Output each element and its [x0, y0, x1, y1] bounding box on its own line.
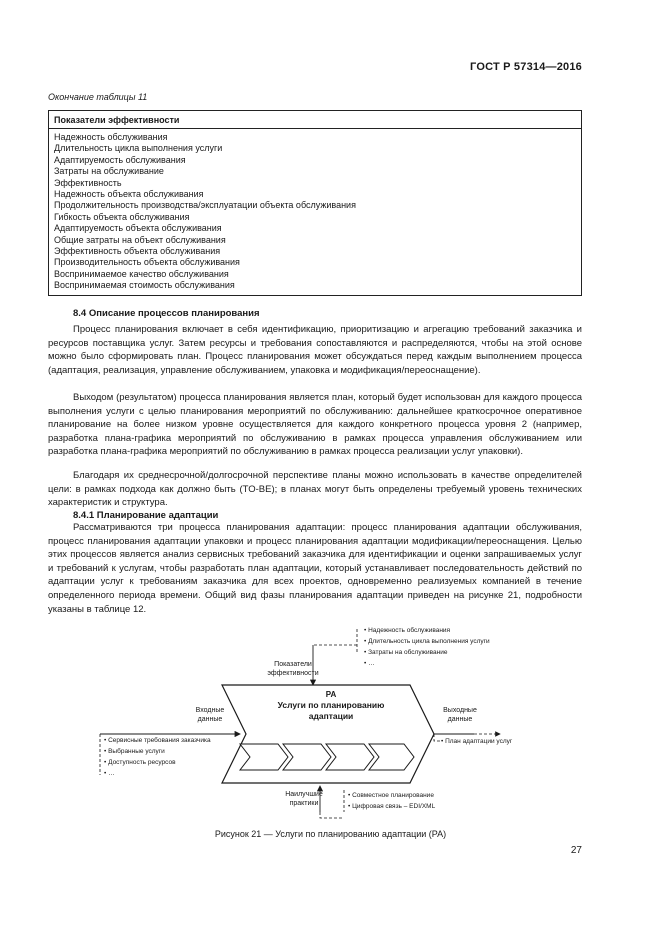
top-bullet-1: • Надежность обслуживания [364, 627, 451, 634]
process-code: PA [325, 690, 337, 699]
practices-label-line2: практики [289, 800, 319, 807]
outputs-label-line1: Выходные [443, 707, 477, 714]
practices-connector [320, 812, 344, 818]
practices-label-line1: Наилучшие [285, 791, 323, 798]
outputs-label-line2: данные [447, 716, 473, 723]
section-8-4-paragraph-1: Процесс планирования включает в себя идентификацию, приоритизацию и агрегацию требований заказчика и ресурсов поставщика услуг. Затем ресурсы и требования сопоставляются и распределяются, чтобы на этой основе можно было сформировать план. Процесс планирования может обсуждаться перед каждым выполнением процесса (адаптация, реализация, управление обслуживанием, упаковка и модификация/переоснащение). [48, 324, 582, 376]
section-8-4-paragraph-2: Выходом (результатом) процесса планирования является план, который будет использован для каждого процесса выполнения услуги с целью планирования мероприятий по обслуживанию: дальнейшее краткосрочное оперативное планирование на более низком уровне осуществляется для каждого конкретного процесса уровня 2 (например, разработка плана-графика мероприятий по обслуживанию в рамках процесса управления обслуживанием или разработка плана-графика мероприятий по обслуживанию в рамках процесса реализации услуг упаковки). [48, 392, 582, 458]
table-row: Надежность обслуживания [54, 132, 168, 142]
table-row: Воспринимаемая стоимость обслуживания [54, 280, 235, 291]
output-bullet-1: • План адаптации услуг [441, 738, 513, 745]
table-row: Надежность объекта обслуживания [54, 189, 204, 200]
inputs-list [104, 736, 211, 777]
table-header: Показатели эффективности [49, 111, 581, 129]
input-bullet-3: • Доступность ресурсов [104, 759, 176, 766]
document-header: ГОСТ Р 57314—2016 [470, 61, 582, 73]
practice-bullet-1: • Совместное планирование [348, 792, 434, 799]
table-row: Длительность цикла выполнения услуги [54, 143, 223, 154]
process-title-line2: адаптации [308, 711, 354, 721]
section-8-4-title: 8.4 Описание процессов планирования [73, 308, 260, 319]
outputs-bracket-line [434, 734, 440, 741]
table-row: Затраты на обслуживание [54, 166, 164, 177]
controls-label-line2: эффективности [267, 670, 319, 677]
table-row: Адаптируемость обслуживания [54, 154, 186, 165]
inputs-label-line1: Входные [195, 707, 225, 714]
table-row: Адаптируемость объекта обслуживания [54, 223, 222, 234]
figure-caption: Рисунок 21 — Услуги по планированию адаптации (PA) [214, 829, 447, 839]
inputs-label-line2: данные [197, 716, 223, 723]
process-title-line1: Услуги по планированию [277, 700, 385, 710]
section-8-4-1-paragraph: Рассматриваются три процесса планирования адаптации: процесс планирования адаптации обслуживания, процесс планирования адаптации упаковки и процесс планирования адаптации модификации/переоснащения. Целью этих процессов является анализ сервисных требований заказчика для идентификации и оценки запрашиваемых услуг и требований к услугам, чтобы разработать план адаптации, который устанавливает последовательность действий по адаптации услуг к требованиям заказчика для всех проектов, одновременно реализуемых компанией в течение определенного периода времени. Общий вид фазы планирования адаптации приведен на рисунке 21, подробности указаны в таблице 12. [48, 522, 582, 615]
page-number: 27 [570, 845, 582, 856]
table-row: Гибкость объекта обслуживания [54, 211, 190, 222]
top-bullet-2: • Длительность цикла выполнения услуги [364, 638, 490, 645]
section-8-4-paragraph-3: Благодаря их среднесрочной/долгосрочной перспективе планы можно использовать в качестве определителей цели: в рамках подхода как должно быть (TO-BE); в планах могут быть определены требуемый уровень технических характеристик и структура. [48, 470, 582, 509]
table-row: Производительность объекта обслуживания [54, 257, 240, 268]
practice-bullet-2: • Цифровая связь – EDI/XML [348, 803, 436, 810]
top-metrics-list [364, 626, 490, 667]
table-row: Общие затраты на объект обслуживания [54, 234, 226, 245]
table-row: Эффективность объекта обслуживания [54, 246, 221, 257]
section-8-4-1-title: 8.4.1 Планирование адаптации [73, 510, 219, 521]
table-caption: Окончание таблицы 11 [48, 92, 148, 102]
practices-list [348, 792, 436, 810]
table-row: Эффективность [54, 177, 122, 188]
input-bullet-4: • … [104, 770, 115, 777]
table-row: Продолжительность производства/эксплуатации объекта обслуживания [54, 200, 356, 211]
controls-label-line1: Показатели [274, 661, 312, 668]
top-bullet-4: • … [364, 660, 375, 667]
input-bullet-2: • Выбранные услуги [104, 748, 165, 755]
input-bullet-1: • Сервисные требования заказчика [104, 737, 211, 744]
table-row: Воспринимаемое качество обслуживания [54, 268, 229, 279]
top-bullet-3: • Затраты на обслуживание [364, 649, 448, 656]
